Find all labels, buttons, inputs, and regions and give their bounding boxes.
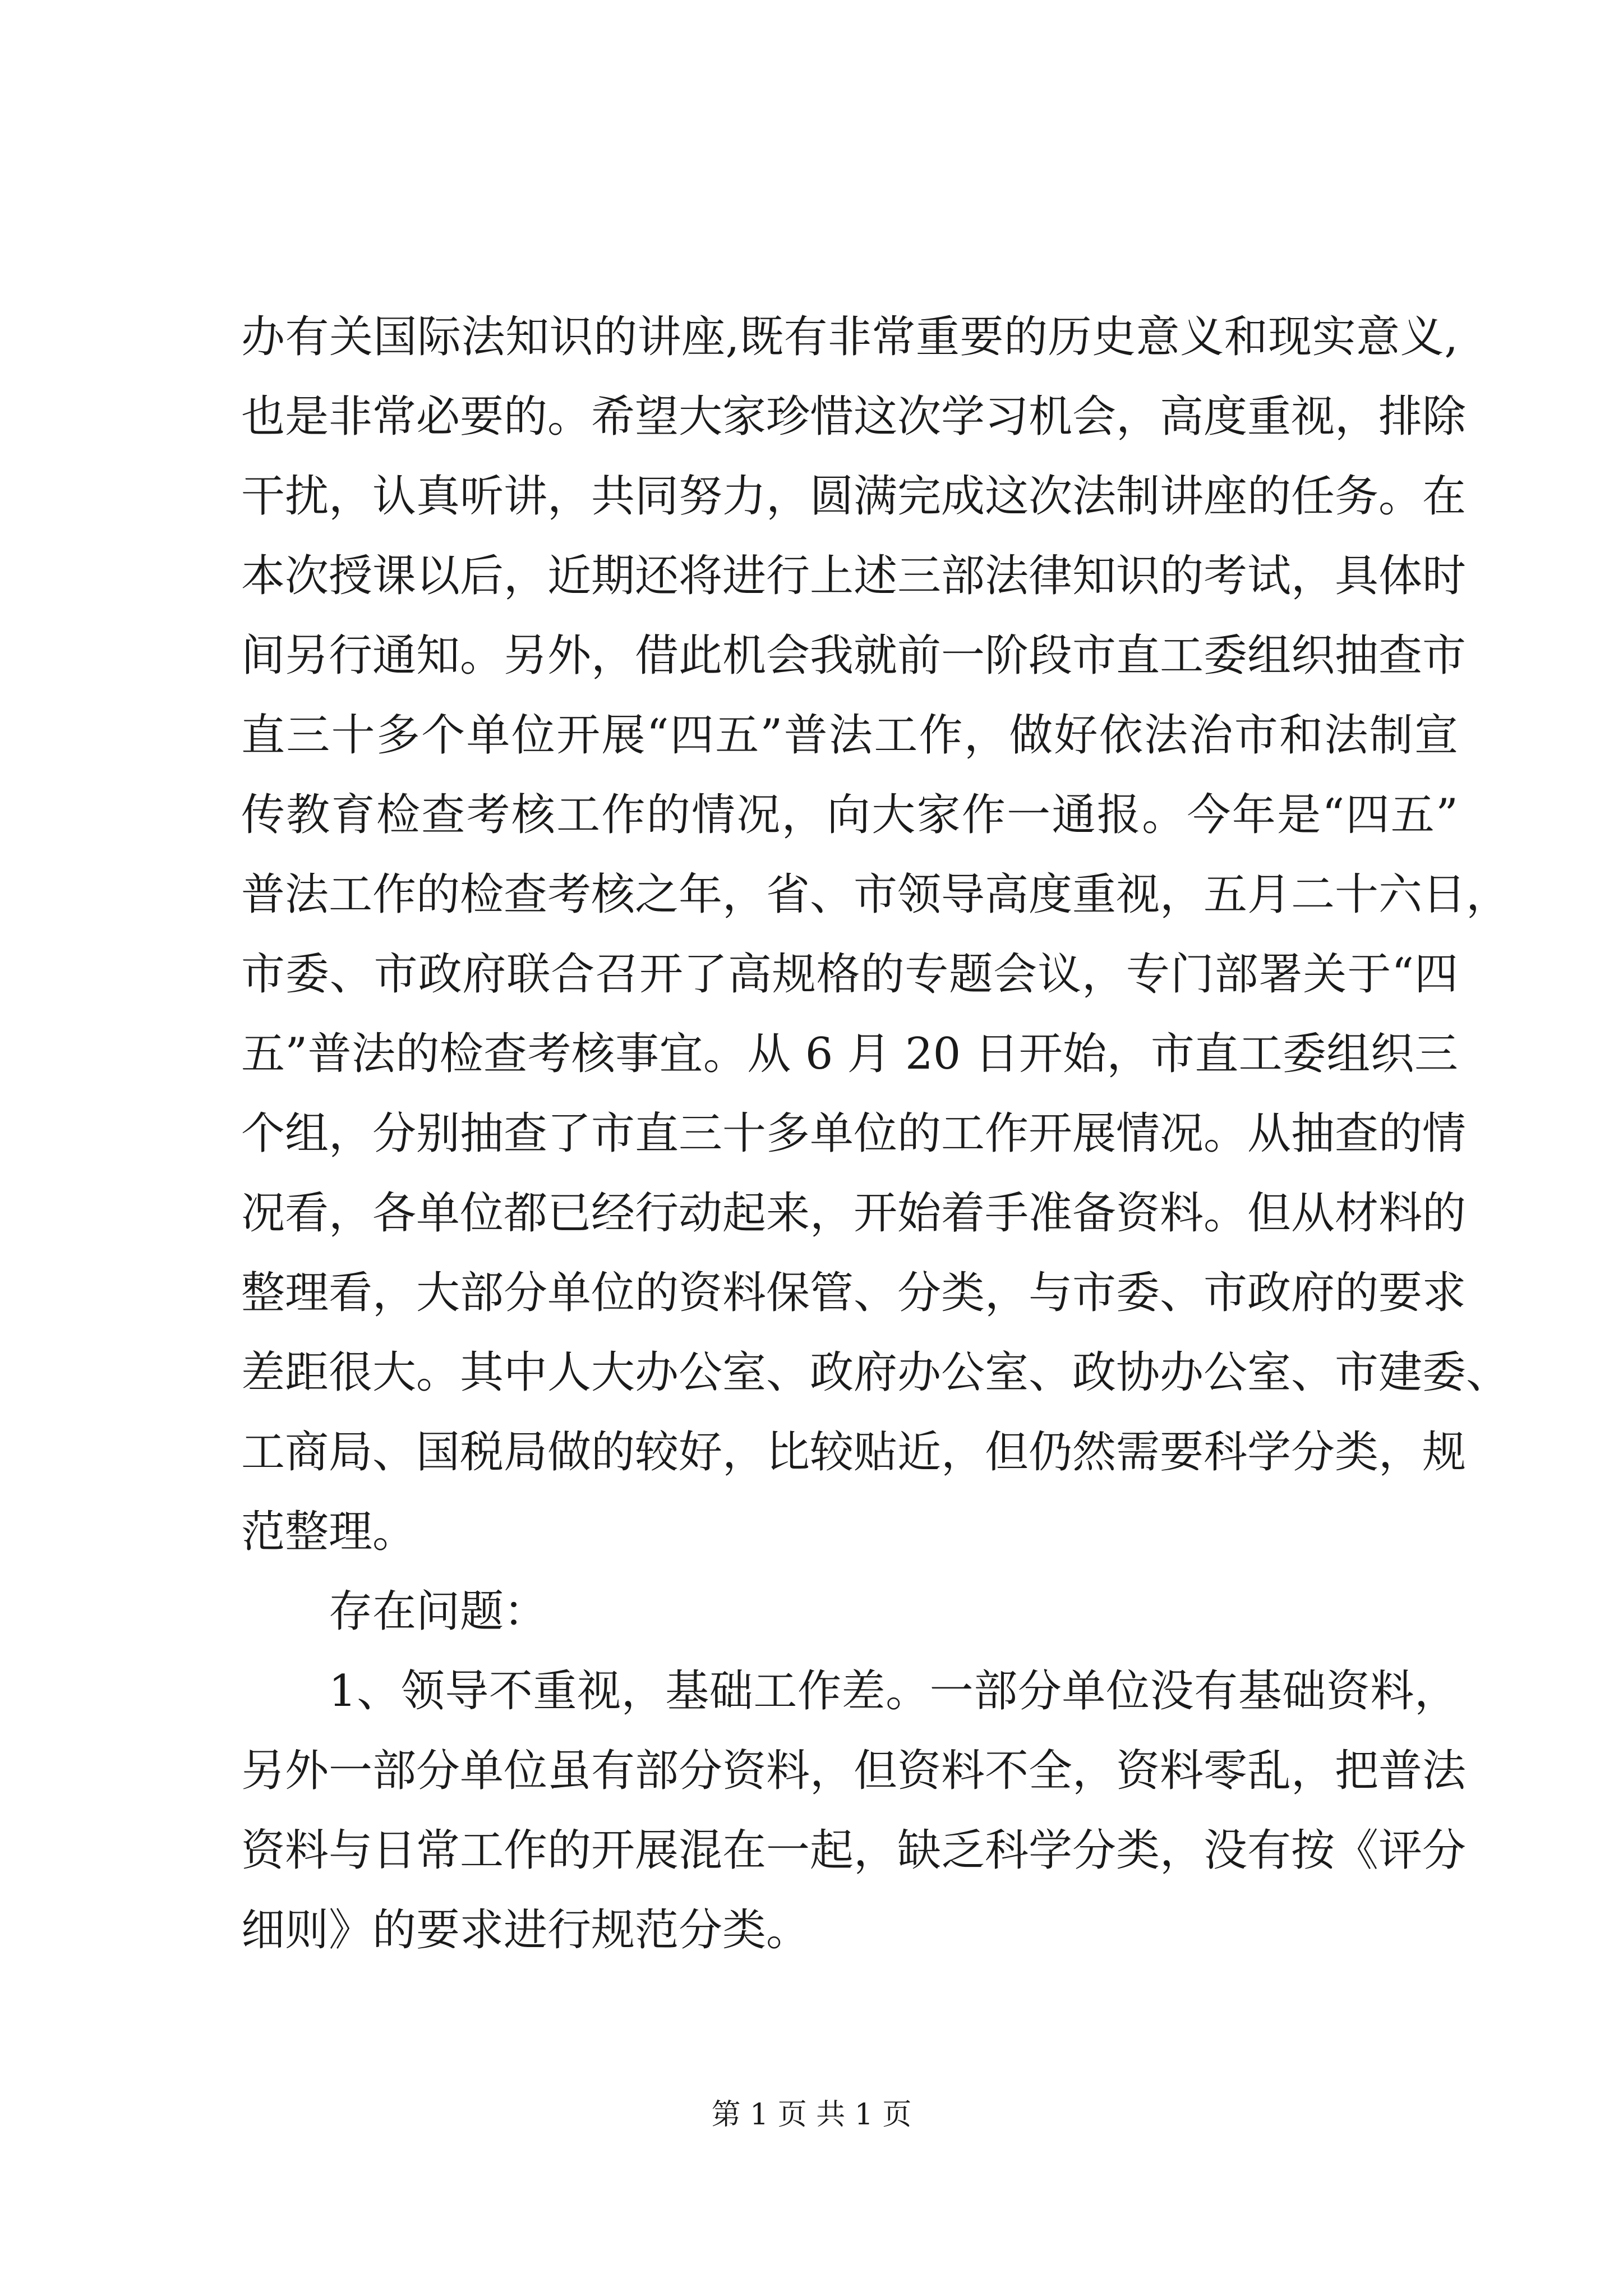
text-line: 直三十多个单位开展“四五”普法工作，做好依法治市和法制宣 [241, 710, 1458, 761]
text-line: 1、领导不重视，基础工作差。一部分单位没有基础资料， [329, 1666, 1458, 1717]
text-line: 工商局、国税局做的较好，比较贴近，但仍然需要科学分类，规 [241, 1427, 1467, 1478]
text-line: 市委、市政府联合召开了高规格的专题会议，专门部署关于“四 [241, 949, 1458, 1000]
text-line: 存在问题： [329, 1586, 548, 1637]
text-line: 也是非常必要的。希望大家珍惜这次学习机会，高度重视，排除 [241, 392, 1467, 442]
text-line: 干扰，认真听讲，共同努力，圆满完成这次法制讲座的任务。在 [241, 471, 1467, 522]
text-line: 细则》的要求进行规范分类。 [241, 1905, 810, 1955]
page-footer: 第 1 页 共 1 页 [711, 2098, 912, 2132]
text-line: 况看，各单位都已经行动起来，开始着手准备资料。但从材料的 [241, 1188, 1467, 1239]
document-body [241, 297, 1510, 1970]
text-line: 差距很大。其中人大办公室、政府办公室、政协办公室、市建委、 [241, 1347, 1510, 1398]
text-line: 五”普法的检查考核事宜。从 6 月 20 日开始，市直工委组织三 [241, 1029, 1458, 1079]
text-line: 整理看，大部分单位的资料保管、分类，与市委、市政府的要求 [241, 1268, 1467, 1318]
text-line: 资料与日常工作的开展混在一起，缺乏科学分类，没有按《评分 [241, 1825, 1467, 1876]
text-line: 传教育检查考核工作的情况，向大家作一通报。今年是“四五” [241, 790, 1458, 840]
text-line: 另外一部分单位虽有部分资料，但资料不全，资料零乱，把普法 [241, 1746, 1467, 1796]
text-line: 范整理。 [241, 1507, 417, 1557]
text-line: 办有关国际法知识的讲座,既有非常重要的历史意义和现实意义, [241, 312, 1458, 362]
text-line: 普法工作的检查考核之年，省、市领导高度重视，五月二十六日， [241, 869, 1510, 920]
text-line: 本次授课以后，近期还将进行上述三部法律知识的考试，具体时 [241, 551, 1467, 601]
text-line: 间另行通知。另外，借此机会我就前一阶段市直工委组织抽查市 [241, 631, 1467, 681]
text-line: 个组，分别抽查了市直三十多单位的工作开展情况。从抽查的情 [241, 1108, 1467, 1159]
